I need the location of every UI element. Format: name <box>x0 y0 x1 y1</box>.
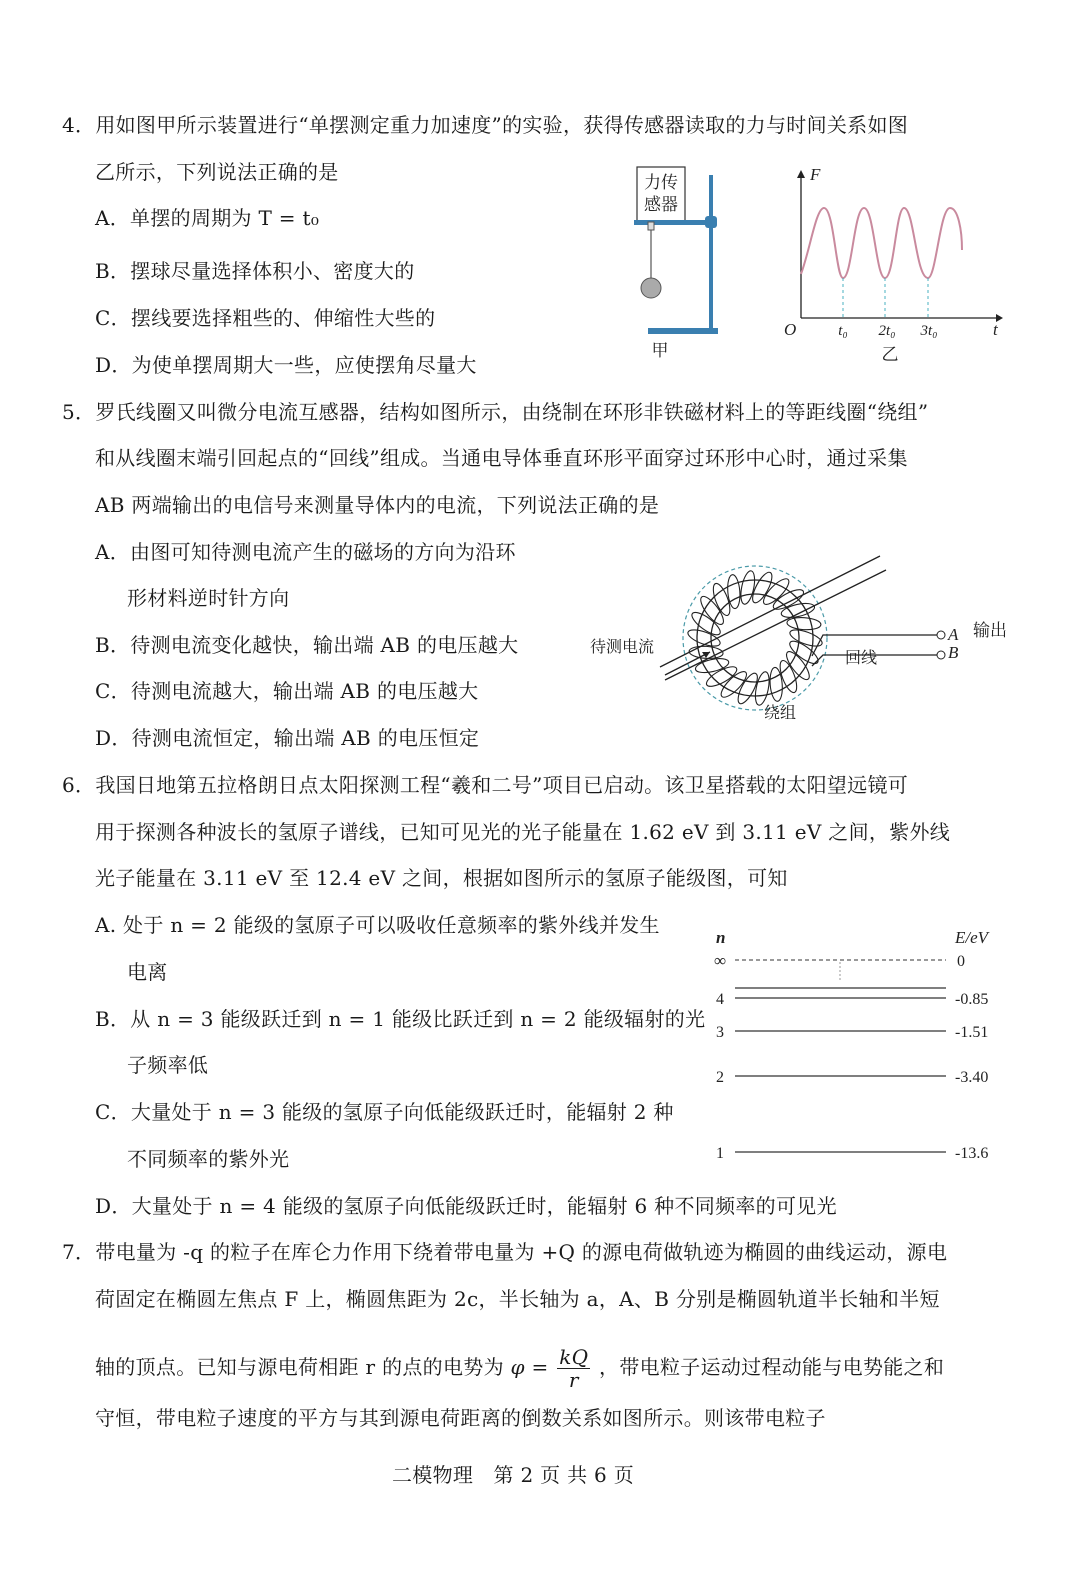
q6-option-d: D．大量处于 n = 4 能级的氢原子向低能级跃迁时，能辐射 6 种不同频率的可见光 <box>95 1194 837 1218</box>
return-wire-label: 回线 <box>845 650 878 667</box>
level-n: 4 <box>716 991 724 1008</box>
q6-option-b: B．从 n = 3 能级跃迁到 n = 1 能级比跃迁到 n = 2 能级辐射的光 <box>95 1007 706 1031</box>
tick-t0: t₀ <box>838 323 848 339</box>
coil-winding <box>686 570 824 707</box>
level-e: -1.51 <box>955 1024 989 1041</box>
sensor-label-2: 感器 <box>644 195 678 214</box>
q6-option-a-cont: 电离 <box>127 960 168 984</box>
level-e: -3.40 <box>955 1069 989 1086</box>
coil-loop <box>710 581 733 617</box>
formula-denominator: r <box>568 1368 579 1392</box>
q4-option-b: B．摆球尽量选择体积小、密度大的 <box>95 259 415 283</box>
axis-t-label: t <box>993 320 998 339</box>
q6-stem-line3: 光子能量在 3.11 eV 至 12.4 eV 之间，根据如图所示的氢原子能级图，可知 <box>95 866 788 890</box>
level-n: 2 <box>716 1069 724 1086</box>
level-n: ∞ <box>714 951 727 970</box>
q4-figure <box>600 150 1020 370</box>
current-label: 待测电流 <box>590 639 655 656</box>
q6-option-b-cont: 子频率低 <box>127 1053 209 1077</box>
origin-label: O <box>784 320 797 339</box>
level-e: -13.6 <box>955 1145 989 1162</box>
q5-stem-line1: 5．罗氏线圈又叫微分电流互感器，结构如图所示，由绕制在环形非铁磁材料上的等距线圈“绕组” <box>62 400 929 424</box>
pendulum-apparatus <box>634 167 718 360</box>
level-2 <box>716 1069 988 1086</box>
formula-fraction <box>557 1346 590 1391</box>
coil-loop <box>718 668 750 701</box>
output-label: 输出 <box>973 621 1007 640</box>
sensor-label-1: 力传 <box>644 173 678 192</box>
level-4 <box>716 988 988 1008</box>
q7-line3-text-rest: ，带电粒子运动过程动能与电势能之和 <box>599 1355 945 1379</box>
q5-option-a-cont: 形材料逆时针方向 <box>127 586 290 610</box>
energy-level-diagram <box>700 920 1020 1170</box>
rogowski-coil-figure <box>580 540 1020 730</box>
q5-option-a: A．由图可知待测电流产生的磁场的方向为沿环 <box>95 540 516 564</box>
coil-loop <box>787 617 822 631</box>
q7-line3-text: 轴的顶点。已知与源电荷相距 r 的点的电势为 <box>95 1355 504 1379</box>
coil-loop <box>753 671 772 707</box>
q7-stem-line3 <box>95 1346 944 1391</box>
level-e: -0.85 <box>955 991 989 1008</box>
level-e: 0 <box>957 953 965 970</box>
caption-yi: 乙 <box>881 345 899 364</box>
level-inf <box>714 951 965 982</box>
level-n: 1 <box>716 1145 724 1162</box>
coil-loop <box>777 659 800 695</box>
formula-numerator: kQ <box>559 1345 589 1369</box>
tick-3t0: 3t₀ <box>920 323 938 339</box>
q4-option-c: C．摆线要选择粗些的、伸缩性大些的 <box>95 306 436 330</box>
energy-header: E/eV <box>955 928 989 947</box>
coil-loop <box>738 570 757 606</box>
q5-stem-line2: 和从线圈末端引回起点的“回线”组成。当通电导体垂直环形平面穿过环形中心时，通过采集 <box>95 446 908 470</box>
q5-option-c: C．待测电流越大，输出端 AB 的电压越大 <box>95 679 479 703</box>
caption-jia: 甲 <box>651 341 669 360</box>
q6-option-c: C．大量处于 n = 3 能级的氢原子向低能级跃迁时，能辐射 2 种 <box>95 1100 674 1124</box>
level-n: 3 <box>716 1024 724 1041</box>
winding-label: 绕组 <box>764 705 797 722</box>
force-time-graph <box>784 165 1003 364</box>
q6-stem-line2: 用于探测各种波长的氢原子谱线，已知可见光的光子能量在 1.62 eV 到 3.11 eV 之间，紫外线 <box>95 820 951 844</box>
q5-option-d: D．待测电流恒定，输出端 AB 的电压恒定 <box>95 726 480 750</box>
q4-stem-line2: 乙所示，下列说法正确的是 <box>95 160 339 184</box>
q7-stem-line2: 荷固定在椭圆左焦点 F 上，椭圆焦距为 2c，半长轴为 a，A、B 分别是椭圆轨道半长轴和半短 <box>95 1287 940 1311</box>
q4-stem-line1: 4．用如图甲所示装置进行“单摆测定重力加速度”的实验，获得传感器读取的力与时间关系如图 <box>62 113 909 137</box>
q4-option-a: A．单摆的周期为 T = t₀ <box>95 206 320 230</box>
q4-option-d: D．为使单摆周期大一些，应使摆角尽量大 <box>95 353 477 377</box>
n-header: n <box>716 928 726 947</box>
terminal-b-label: B <box>948 643 959 662</box>
terminal-a-label: A <box>948 625 959 644</box>
q5-option-b: B．待测电流变化越快，输出端 AB 的电压越大 <box>95 633 519 657</box>
level-3 <box>716 1024 988 1041</box>
q7-stem-line4: 守恒，带电粒子速度的平方与其到源电荷距离的倒数关系如图所示。则该带电粒子 <box>95 1406 826 1430</box>
q6-option-c-cont: 不同频率的紫外光 <box>127 1147 290 1171</box>
q5-stem-line3: AB 两端输出的电信号来测量导体内的电流，下列说法正确的是 <box>95 493 660 517</box>
page-footer: 二模物理 第 2 页 共 6 页 <box>392 1463 635 1487</box>
tick-2t0: 2t₀ <box>878 323 896 339</box>
q6-option-a: A. 处于 n = 2 能级的氢原子可以吸收任意频率的紫外线并发生 <box>95 913 660 937</box>
q7-stem-line1: 7．带电量为 -q 的粒子在库仑力作用下绕着带电量为 +Q 的源电荷做轨迹为椭圆的曲线运动，源电 <box>62 1240 948 1264</box>
level-1 <box>716 1145 988 1162</box>
axis-f-label: F <box>810 165 821 184</box>
q6-stem-line1: 6．我国日地第五拉格朗日点太阳探测工程“羲和二号”项目已启动。该卫星搭载的太阳望远镜可 <box>62 773 909 797</box>
formula-lhs: φ = <box>510 1355 549 1379</box>
